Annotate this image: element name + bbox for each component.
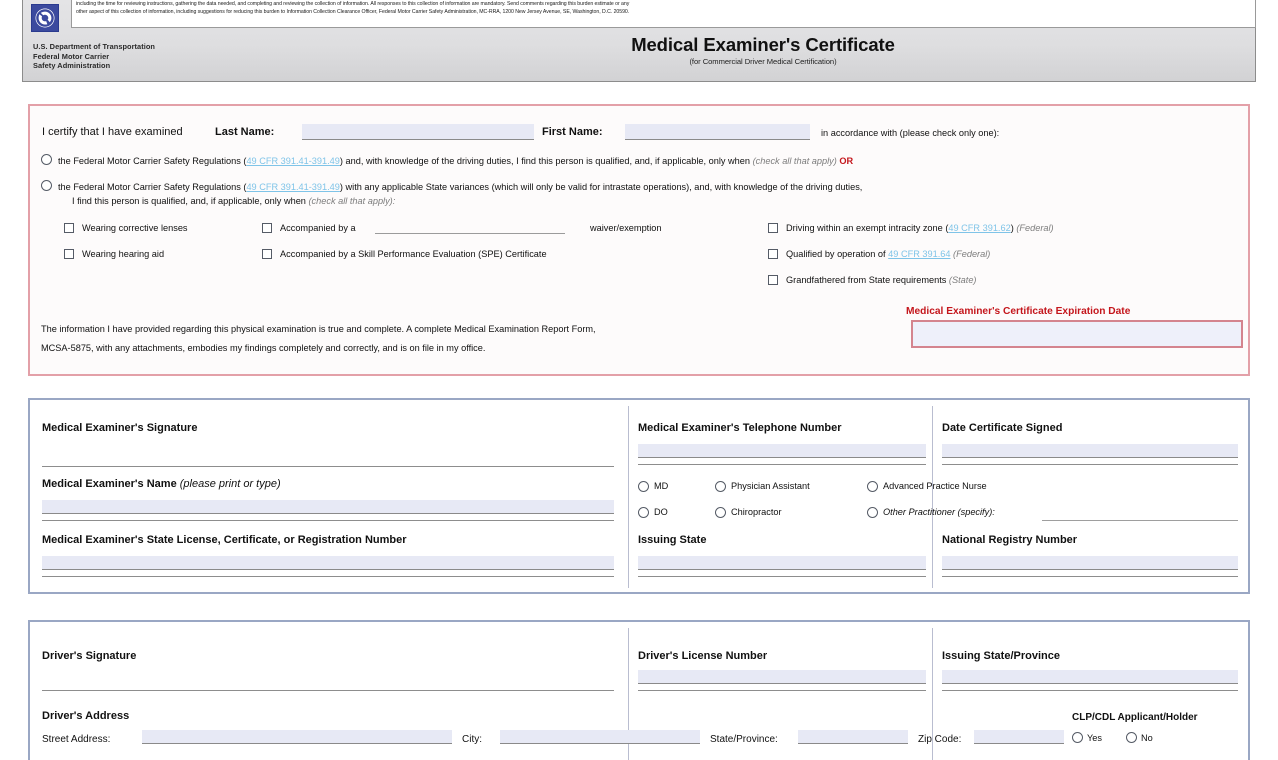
expiration-date-input[interactable]	[911, 320, 1243, 348]
option-2-pre: the Federal Motor Carrier Safety Regulations (	[58, 182, 247, 192]
last-name-input[interactable]	[302, 124, 534, 140]
label-corrective-lenses: Wearing corrective lenses	[82, 223, 188, 233]
agency-line-3: Safety Administration	[33, 61, 111, 71]
zip-code-label: Zip Code:	[918, 734, 962, 745]
examiner-signature-label: Medical Examiner's Signature	[42, 422, 198, 434]
radio-do[interactable]	[638, 507, 649, 518]
attestation-line-2: MCSA-5875, with any attachments, embodies my findings completely and correctly, and is on file in my office.	[41, 343, 486, 353]
driver-license-number-input[interactable]	[638, 670, 926, 684]
radio-advanced-practice-nurse[interactable]	[867, 481, 878, 492]
attestation-line-1: The information I have provided regarding this physical examination is true and complete. A complete Medical Examination Report Form,	[41, 324, 596, 334]
title-block	[443, 34, 1083, 66]
zip-code-input[interactable]	[974, 730, 1064, 744]
examiner-telephone-label: Medical Examiner's Telephone Number	[638, 422, 842, 434]
medical-examiner-panel	[28, 398, 1250, 594]
agency-line-2: Federal Motor Carrier	[33, 51, 110, 61]
radio-md[interactable]	[638, 481, 649, 492]
certify-prefix-label: I certify that I have examined	[42, 126, 183, 138]
national-registry-rule	[942, 576, 1238, 577]
examiner-issuing-state-rule	[638, 576, 926, 577]
examiner-license-rule	[42, 576, 614, 577]
examiner-name-input[interactable]	[42, 500, 614, 514]
note-intracity-federal: (Federal)	[1016, 223, 1054, 233]
option-2-hint: (check all that apply):	[308, 196, 396, 206]
agency-line-1: U.S. Department of Transportation	[33, 42, 155, 51]
label-clp-cdl-yes: Yes	[1087, 733, 1102, 743]
label-clp-cdl-no: No	[1141, 733, 1153, 743]
examiner-name-rule	[42, 520, 614, 521]
radio-physician-assistant[interactable]	[715, 481, 726, 492]
option-1-or: OR	[839, 156, 854, 166]
examiner-name-hint: (please print or type)	[179, 478, 281, 490]
examiner-divider-2	[932, 406, 933, 588]
examiner-signature-input[interactable]	[42, 466, 614, 467]
dot-triskelion-seal-icon	[31, 4, 59, 32]
last-name-label: Last Name:	[215, 126, 275, 138]
label-grandfathered: Grandfathered from State requirements (State)	[786, 275, 977, 285]
checkbox-corrective-lenses[interactable]	[64, 223, 74, 233]
option-1-text	[58, 156, 853, 166]
label-qualified-by-operation: Qualified by operation of 49 CFR 391.64 (Federal)	[786, 249, 991, 259]
burden-statement-line-2: other aspect of this collection of information, including suggestions for reducing this burden to Information Collection Clearance Officer, Federal Motor Carrier Safety Administration, MC-RRA, 1200 New Jersey Avenue, SE, Washington, D.C. 20590.	[76, 8, 630, 15]
label-advanced-practice-nurse: Advanced Practice Nurse	[883, 481, 987, 491]
driver-panel	[28, 620, 1250, 760]
label-exempt-intracity-zone: Driving within an exempt intracity zone (49 CFR 391.62) (Federal)	[786, 223, 1054, 233]
page-title: Medical Examiner's Certificate	[631, 34, 895, 55]
option-1-hint: (check all that apply)	[752, 156, 837, 166]
cfr-link-391-62: 49 CFR 391.62	[948, 223, 1011, 233]
state-province-label: State/Province:	[710, 734, 778, 745]
option-2-line-2: I find this person is qualified, and, if applicable, only when (check all that apply):	[72, 196, 396, 206]
driver-signature-label: Driver's Signature	[42, 650, 137, 662]
examiner-license-input[interactable]	[42, 556, 614, 570]
date-certificate-signed-rule	[942, 464, 1238, 465]
form-header	[22, 0, 1256, 82]
driver-issuing-state-input[interactable]	[942, 670, 1238, 684]
examiner-name-label: Medical Examiner's Name (please print or type)	[42, 478, 281, 490]
first-name-input[interactable]	[625, 124, 810, 140]
checkbox-accompanied-by-waiver[interactable]	[262, 223, 272, 233]
label-chiropractor: Chiropractor	[731, 507, 782, 517]
clp-cdl-label: CLP/CDL Applicant/Holder	[1072, 712, 1198, 723]
date-certificate-signed-input[interactable]	[942, 444, 1238, 458]
radio-clp-cdl-no[interactable]	[1126, 732, 1137, 743]
checkbox-spe-certificate[interactable]	[262, 249, 272, 259]
radio-federal-regulations[interactable]	[41, 154, 52, 165]
first-name-label: First Name:	[542, 126, 603, 138]
street-address-input[interactable]	[142, 730, 452, 744]
driver-signature-input[interactable]	[42, 690, 614, 691]
waiver-type-input[interactable]	[375, 220, 565, 234]
checkbox-exempt-intracity-zone[interactable]	[768, 223, 778, 233]
radio-other-practitioner[interactable]	[867, 507, 878, 518]
radio-state-variances[interactable]	[41, 180, 52, 191]
note-qualified-federal: (Federal)	[953, 249, 991, 259]
checkbox-hearing-aid[interactable]	[64, 249, 74, 259]
label-spe-certificate: Accompanied by a Skill Performance Evaluation (SPE) Certificate	[280, 249, 547, 259]
examiner-telephone-input[interactable]	[638, 444, 926, 458]
driver-license-number-rule	[638, 690, 926, 691]
driver-license-number-label: Driver's License Number	[638, 650, 768, 662]
option-1-post: ) and, with knowledge of the driving duties, I find this person is qualified, and, if applicable, only when	[339, 156, 751, 166]
label-accompanied-by-a: Accompanied by a	[280, 223, 356, 233]
cfr-link-391-41-state: 49 CFR 391.41-391.49	[246, 182, 340, 192]
checkbox-grandfathered[interactable]	[768, 275, 778, 285]
examiner-telephone-rule	[638, 464, 926, 465]
national-registry-input[interactable]	[942, 556, 1238, 570]
city-input[interactable]	[500, 730, 700, 744]
driver-issuing-state-rule	[942, 690, 1238, 691]
label-other-practitioner: Other Practitioner (specify):	[883, 507, 995, 517]
national-registry-label: National Registry Number	[942, 534, 1078, 546]
street-address-label: Street Address:	[42, 734, 111, 745]
label-physician-assistant: Physician Assistant	[731, 481, 810, 491]
burden-statement-line-1: including the time for reviewing instructions, gathering the data needed, and completing and reviewing the collection of information. All responses to this collection of information are mandatory. Send comments regarding this burden estimate or any	[76, 1, 630, 7]
state-province-input[interactable]	[798, 730, 908, 744]
examiner-license-label: Medical Examiner's State License, Certificate, or Registration Number	[42, 534, 407, 546]
accordance-instruction: in accordance with (please check only one):	[821, 128, 1000, 138]
date-certificate-signed-label: Date Certificate Signed	[942, 422, 1063, 434]
option-2-post: ) with any applicable State variances (which will only be valid for intrastate operations), and, with knowledge of the driving duties,	[339, 182, 863, 192]
examiner-issuing-state-input[interactable]	[638, 556, 926, 570]
driver-issuing-state-label: Issuing State/Province	[942, 650, 1060, 662]
label-md: MD	[654, 481, 669, 491]
city-label: City:	[462, 734, 482, 745]
driver-address-label: Driver's Address	[42, 710, 130, 722]
label-hearing-aid: Wearing hearing aid	[82, 249, 165, 259]
checkbox-qualified-by-operation[interactable]	[768, 249, 778, 259]
agency-name-block	[33, 42, 155, 71]
radio-clp-cdl-yes[interactable]	[1072, 732, 1083, 743]
label-do: DO	[654, 507, 668, 517]
option-1-pre: the Federal Motor Carrier Safety Regulations (	[58, 156, 247, 166]
option-2-text	[58, 182, 862, 192]
examiner-issuing-state-label: Issuing State	[638, 534, 707, 546]
page-subtitle: (for Commercial Driver Medical Certification)	[689, 57, 837, 66]
label-waiver-exemption: waiver/exemption	[590, 223, 662, 233]
cfr-link-391-41: 49 CFR 391.41-391.49	[246, 156, 340, 166]
cfr-link-391-64: 49 CFR 391.64	[888, 249, 951, 259]
other-practitioner-specify-input[interactable]	[1042, 520, 1238, 521]
radio-chiropractor[interactable]	[715, 507, 726, 518]
examiner-divider-1	[628, 406, 629, 588]
burden-statement-box	[71, 0, 1256, 28]
expiration-date-label: Medical Examiner's Certificate Expiration Date	[906, 306, 1131, 317]
note-grandfathered-state: (State)	[948, 275, 977, 285]
